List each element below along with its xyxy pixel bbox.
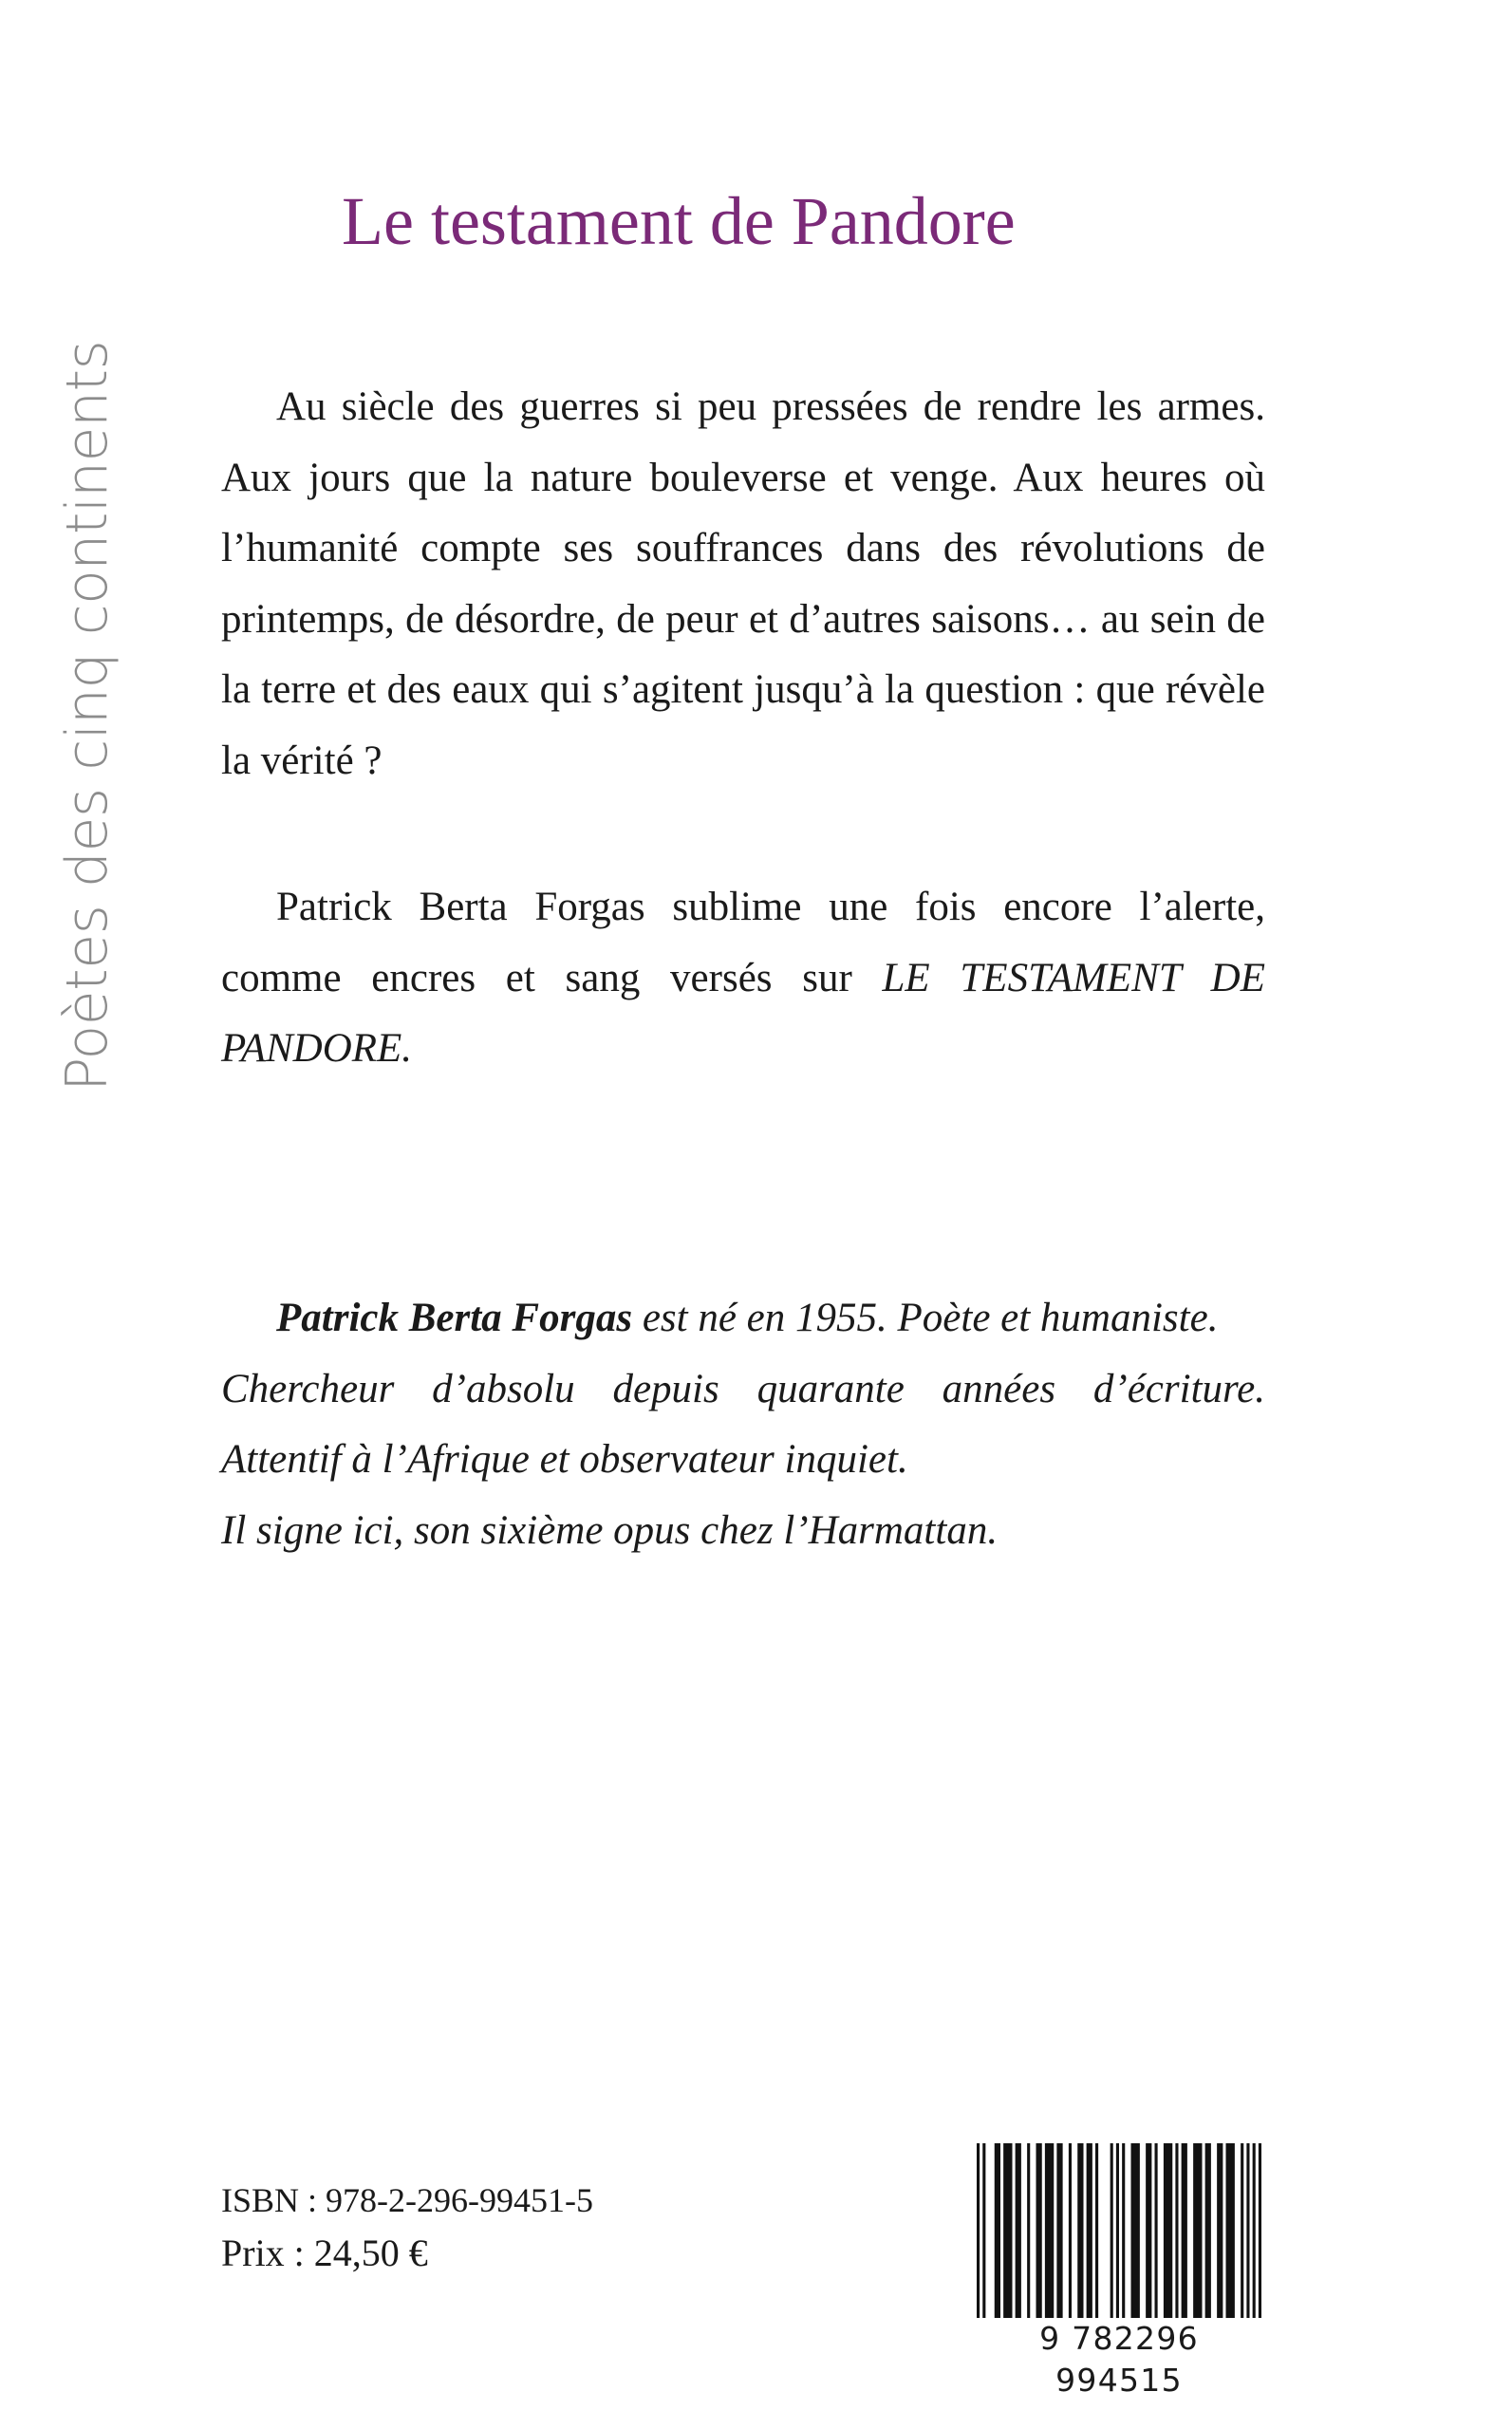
barcode-bar: [1253, 2143, 1256, 2324]
barcode-bar: [1095, 2143, 1098, 2324]
blurb-paragraph-2-text: Patrick Berta Forgas sublime une fois encore l’alerte, comme encres et sang versés sur: [221, 885, 1265, 1000]
barcode-graphic: [977, 2143, 1261, 2324]
blurb-paragraph-1: Au siècle des guerres si peu pressées de rendre les armes. Aux jours que la nature bouleverse et venge. Aux heures où l’humanité compte ses souffrances dans des révolutions de printemps, de désordre, de peur et d’autres saisons… au sein de la terre et des eaux qui s’agitent jusqu’à la question : que révèle la vérité ?: [221, 384, 1265, 783]
barcode-bar: [1164, 2143, 1172, 2324]
barcode-bar: [1087, 2143, 1092, 2324]
author-name: Patrick Berta Forgas: [276, 1296, 633, 1340]
barcode-bar: [1217, 2143, 1223, 2324]
back-cover-blurb: [221, 372, 1265, 1085]
price-label: Prix : 24,50 €: [221, 2232, 428, 2274]
collection-spine-label: Poètes des cinq continents: [54, 340, 121, 1092]
barcode-bar: [1182, 2143, 1187, 2324]
barcode-bar: [1122, 2143, 1125, 2324]
barcode-bar: [1036, 2143, 1042, 2324]
barcode-bar: [995, 2143, 1000, 2324]
blurb-book-title-italic: LE TESTAMENT DE PANDORE.: [221, 955, 1265, 1071]
barcode-bar: [1175, 2143, 1178, 2324]
barcode-bar: [1027, 2143, 1030, 2324]
barcode-bar: [1259, 2143, 1261, 2324]
barcode-bar: [1116, 2143, 1119, 2324]
barcode-bar: [977, 2143, 980, 2324]
barcode-bar: [1241, 2143, 1243, 2324]
barcode-bar: [1111, 2143, 1113, 2324]
bio-line-1-rest: est né en 1955. Poète et humaniste.: [632, 1296, 1219, 1340]
barcode-bar: [1003, 2143, 1012, 2324]
bio-line-4: Il signe ici, son sixième opus chez l’Harmattan.: [221, 1507, 999, 1553]
barcode-bar: [1016, 2143, 1021, 2324]
barcode-bar: [1056, 2143, 1062, 2324]
barcode-bar: [1146, 2143, 1151, 2324]
author-bio: [221, 1283, 1265, 1566]
barcode-bar: [1246, 2143, 1249, 2324]
barcode-bar: [1131, 2143, 1140, 2324]
bio-line-1: [221, 1283, 1265, 1354]
book-title: Le testament de Pandore: [342, 183, 1016, 259]
barcode-bar: [1205, 2143, 1211, 2324]
pricing-block: [221, 2174, 593, 2280]
barcode-bar: [1155, 2143, 1158, 2324]
barcode-bar: [1045, 2143, 1054, 2324]
bio-line-3: Attentif à l’Afrique et observateur inquiet.: [221, 1437, 908, 1482]
blurb-paragraph-2: [221, 872, 1265, 1085]
barcode-bar: [1193, 2143, 1202, 2324]
barcode-bar: [1077, 2143, 1083, 2324]
barcode-bar: [1226, 2143, 1235, 2324]
barcode-bar: [1069, 2143, 1072, 2324]
barcode-bar: [982, 2143, 985, 2324]
isbn-label: ISBN : 978-2-296-99451-5: [221, 2181, 593, 2219]
bio-line-2: Chercheur d’absolu depuis quarante années d’écriture.: [221, 1366, 1265, 1411]
barcode-digits: 9 782296 994515: [977, 2318, 1261, 2401]
